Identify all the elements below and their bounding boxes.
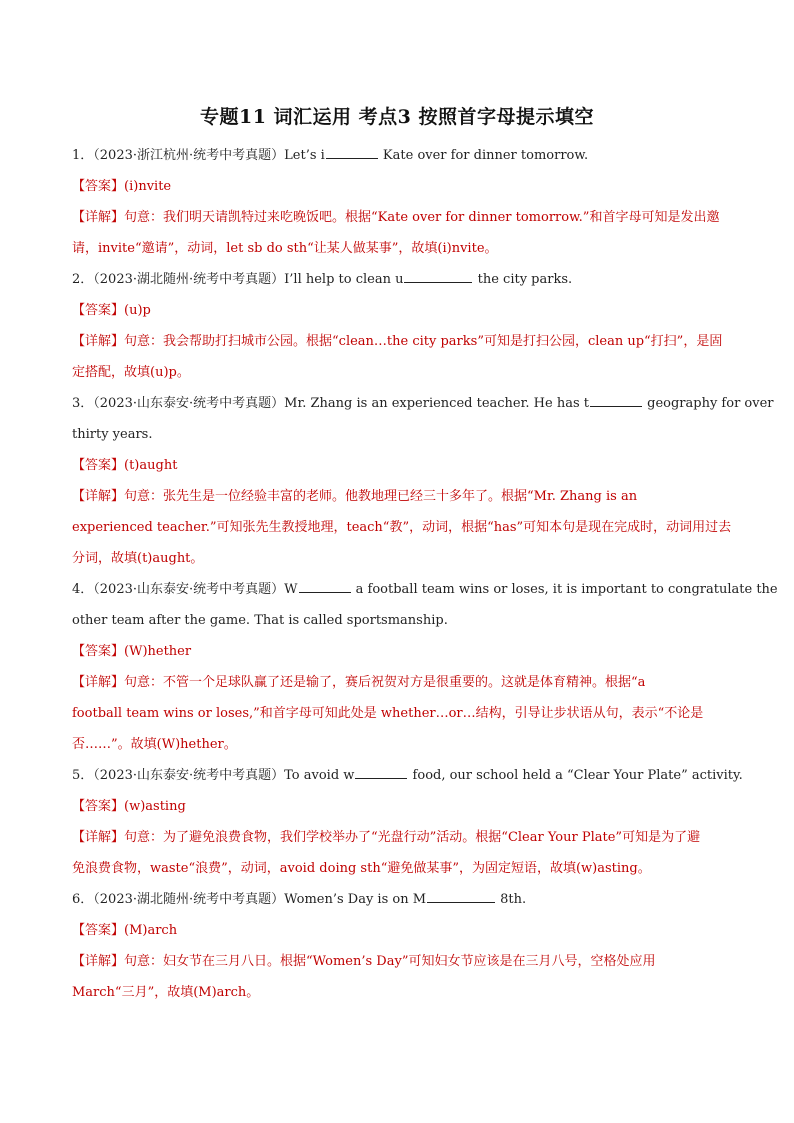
answer-text: (t)aught	[124, 458, 178, 473]
question-number: 5．	[72, 768, 94, 783]
detail-text-cont: March“三月”，故填(M)arch。	[72, 985, 260, 1000]
question-text-start: Mr. Zhang is an experienced teacher. He has t	[284, 396, 589, 411]
detail-tag: 【详解】	[72, 210, 125, 225]
detail-row-2	[72, 326, 724, 357]
question-text-start: I’ll help to clean u	[284, 272, 404, 287]
answer-row-6	[72, 915, 724, 946]
answer-tag: 【答案】	[72, 799, 125, 814]
answer-row-5	[72, 791, 724, 822]
question-source: （2023·湖北随州·统考中考真题）	[93, 272, 285, 287]
detail-text: 句意：不管一个足球队赢了还是输了，赛后祝贺对方是很重要的。这就是体育精神。根据“a	[124, 675, 646, 690]
question-text-start: W	[284, 582, 298, 597]
answer-row-3	[72, 450, 724, 481]
answer-tag: 【答案】	[72, 644, 125, 659]
detail-row-6	[72, 946, 724, 977]
detail-tag: 【详解】	[72, 830, 125, 845]
answer-tag: 【答案】	[72, 179, 125, 194]
answer-blank	[404, 269, 472, 283]
answer-blank	[427, 889, 495, 903]
question-5	[72, 760, 743, 791]
question-text-start: Let’s i	[284, 148, 325, 163]
answer-text: (i)nvite	[124, 179, 172, 194]
answer-blank	[590, 393, 642, 407]
question-list	[72, 140, 778, 1008]
question-number: 3．	[72, 396, 94, 411]
question-text-end: food, our school held a “Clear Your Plate” activity.	[408, 768, 743, 783]
question-text-start: Women’s Day is on M	[284, 892, 427, 907]
question-text-end: Kate over for dinner tomorrow.	[378, 148, 589, 163]
question-6	[72, 884, 724, 915]
question-text-end: the city parks.	[473, 272, 573, 287]
detail-row-4	[72, 667, 724, 698]
answer-text: (w)asting	[124, 799, 186, 814]
answer-tag: 【答案】	[72, 303, 125, 318]
answer-text: (u)p	[124, 303, 151, 318]
question-number: 1．	[72, 148, 94, 163]
answer-row-4	[72, 636, 724, 667]
detail-text: 句意：我们明天请凯特过来吃晚饭吧。根据“Kate over for dinner tomorrow.”和首字母可知是发出邀	[124, 210, 720, 225]
detail-text-cont: 分词，故填(t)aught。	[72, 551, 204, 566]
detail-text-cont: football team wins or loses,”和首字母可知此处是 whether…or…结构，引导让步状语从句，表示“不论是	[72, 706, 704, 721]
question-text-end: 8th.	[496, 892, 527, 907]
question-source: （2023·山东泰安·统考中考真题）	[93, 582, 285, 597]
detail-text: 句意：为了避免浪费食物，我们学校举办了“光盘行动”活动。根据“Clear Your Plate”可知是为了避	[124, 830, 701, 845]
detail-text-cont: 请，invite“邀请”，动词，let sb do sth“让某人做某事”，故填(i)nvite。	[72, 241, 498, 256]
question-3	[72, 388, 774, 419]
question-1	[72, 140, 724, 171]
question-number: 4．	[72, 582, 94, 597]
answer-text: (M)arch	[124, 923, 178, 938]
answer-tag: 【答案】	[72, 923, 125, 938]
question-source: （2023·浙江杭州·统考中考真题）	[93, 148, 285, 163]
question-text-end: geography for over	[643, 396, 774, 411]
detail-row-3	[72, 481, 724, 512]
detail-text-cont: experienced teacher.”可知张先生教授地理，teach“教”，动词，根据“has”可知本句是现在完成时，动词用过去	[72, 520, 732, 535]
answer-row-1	[72, 171, 724, 202]
detail-row-1	[72, 202, 724, 233]
detail-tag: 【详解】	[72, 334, 125, 349]
question-text-start: To avoid w	[284, 768, 355, 783]
answer-text: (W)hether	[124, 644, 192, 659]
answer-blank	[326, 145, 378, 159]
question-4	[72, 574, 778, 605]
detail-text-cont: 免浪费食物，waste“浪费”，动词，avoid doing sth“避免做某事”，为固定短语，故填(w)asting。	[72, 861, 651, 876]
question-number: 6．	[72, 892, 94, 907]
question-source: （2023·山东泰安·统考中考真题）	[93, 768, 285, 783]
page-title: 专题11 词汇运用 考点3 按照首字母提示填空	[199, 106, 594, 128]
detail-text: 句意：张先生是一位经验丰富的老师。他教地理已经三十多年了。根据“Mr. Zhang is an	[124, 489, 638, 504]
detail-text: 句意：我会帮助打扫城市公园。根据“clean…the city parks”可知是打扫公园，clean up“打扫”，是固	[124, 334, 723, 349]
answer-blank	[355, 765, 407, 779]
answer-tag: 【答案】	[72, 458, 125, 473]
question-text-cont: thirty years.	[72, 427, 153, 442]
detail-text: 句意：妇女节在三月八日。根据“Women’s Day”可知妇女节应该是在三月八号，空格处应用	[124, 954, 656, 969]
answer-row-2	[72, 295, 724, 326]
question-text-cont: other team after the game. That is called sportsmanship.	[72, 613, 448, 628]
detail-text-cont: 定搭配，故填(u)p。	[72, 365, 190, 380]
detail-tag: 【详解】	[72, 489, 125, 504]
question-number: 2．	[72, 272, 94, 287]
answer-blank	[299, 579, 351, 593]
question-source: （2023·山东泰安·统考中考真题）	[93, 396, 285, 411]
detail-row-5	[72, 822, 724, 853]
question-source: （2023·湖北随州·统考中考真题）	[93, 892, 285, 907]
question-2	[72, 264, 724, 295]
detail-tag: 【详解】	[72, 675, 125, 690]
detail-tag: 【详解】	[72, 954, 125, 969]
detail-text-cont: 否……”。故填(W)hether。	[72, 737, 237, 752]
question-text-end: a football team wins or loses, it is important to congratulate the	[351, 582, 778, 597]
